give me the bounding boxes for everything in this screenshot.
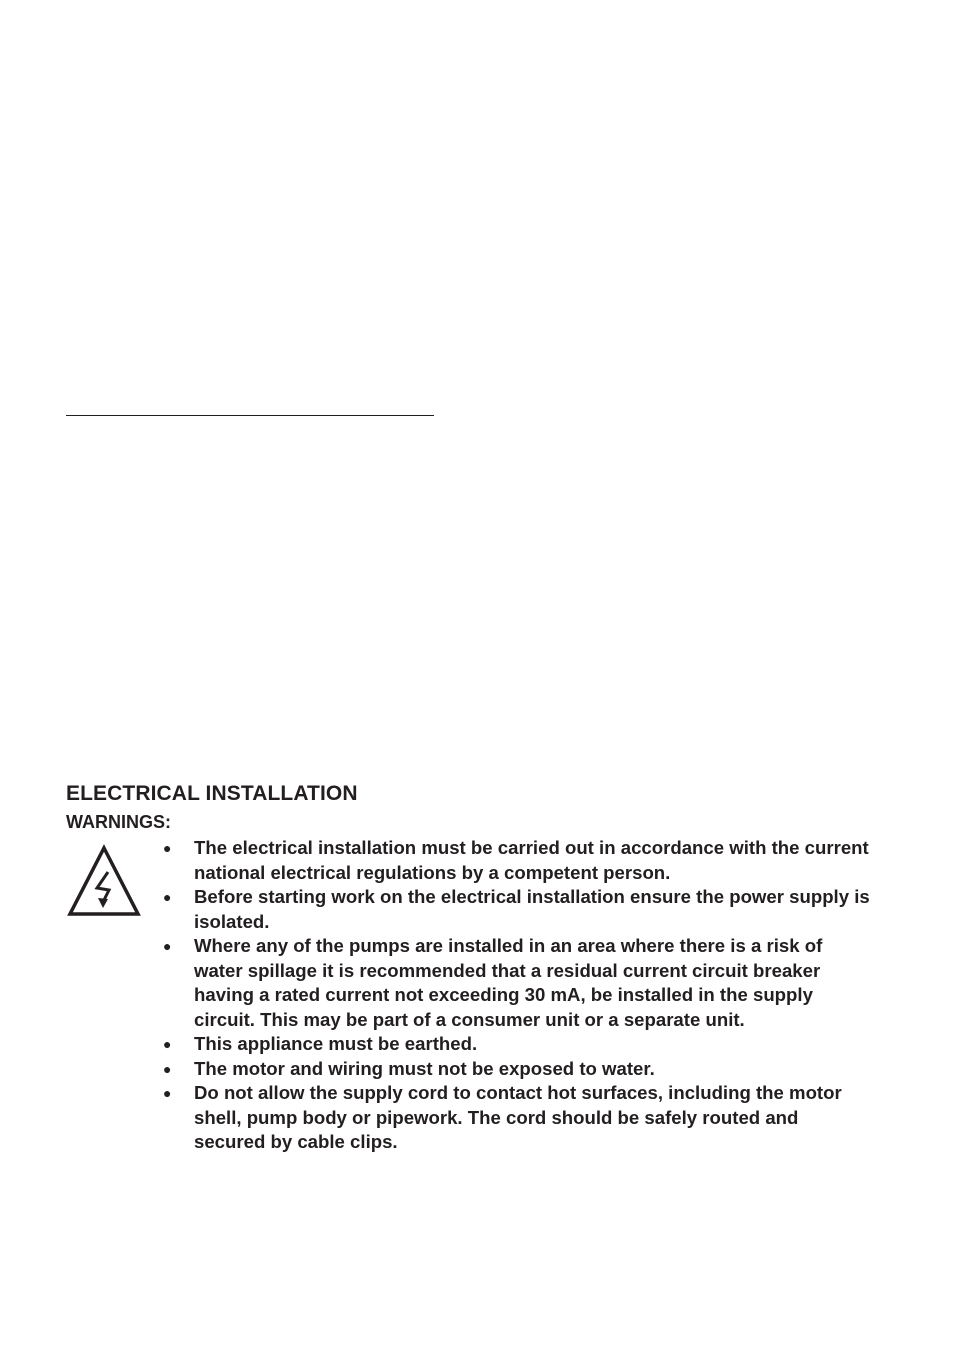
- horizontal-rule: [66, 415, 434, 416]
- warning-text: Do not allow the supply cord to contact hot surfaces, including the motor shell, pump body or pipework. The cord should be safely routed and secured by cable clips.: [194, 1082, 842, 1152]
- electrical-hazard-icon: [67, 844, 141, 918]
- bullet: ●: [163, 840, 172, 856]
- bullet: ●: [163, 938, 172, 954]
- warnings-label: WARNINGS:: [66, 812, 171, 832]
- list-item: [160, 885, 872, 934]
- list-item: [160, 1081, 872, 1155]
- bullet: ●: [163, 1060, 172, 1077]
- list-item: [160, 1057, 872, 1082]
- warning-text: This appliance must be earthed.: [194, 1033, 478, 1054]
- bullet: ●: [163, 889, 172, 905]
- list-item: [160, 934, 872, 1032]
- warning-text: The electrical installation must be carried out in accordance with the current national electrical regulations by a competent person.: [194, 837, 869, 883]
- warning-text: Before starting work on the electrical installation ensure the power supply is isolated.: [194, 886, 870, 932]
- warnings-list: [160, 836, 872, 1155]
- list-item: [160, 836, 872, 885]
- list-item: [160, 1032, 872, 1057]
- bullet: ●: [163, 1085, 172, 1101]
- warning-text: Where any of the pumps are installed in an area where there is a risk of water spillage it is recommended that a residual current circuit breaker having a rated current not exceeding 30 mA, be installed in the supply circuit. This may be part of a consumer unit or a separate unit.: [194, 935, 823, 1030]
- bullet: ●: [163, 1036, 172, 1052]
- section-title: ELECTRICAL INSTALLATION: [66, 782, 358, 805]
- warning-text: The motor and wiring must not be exposed to water.: [194, 1057, 655, 1079]
